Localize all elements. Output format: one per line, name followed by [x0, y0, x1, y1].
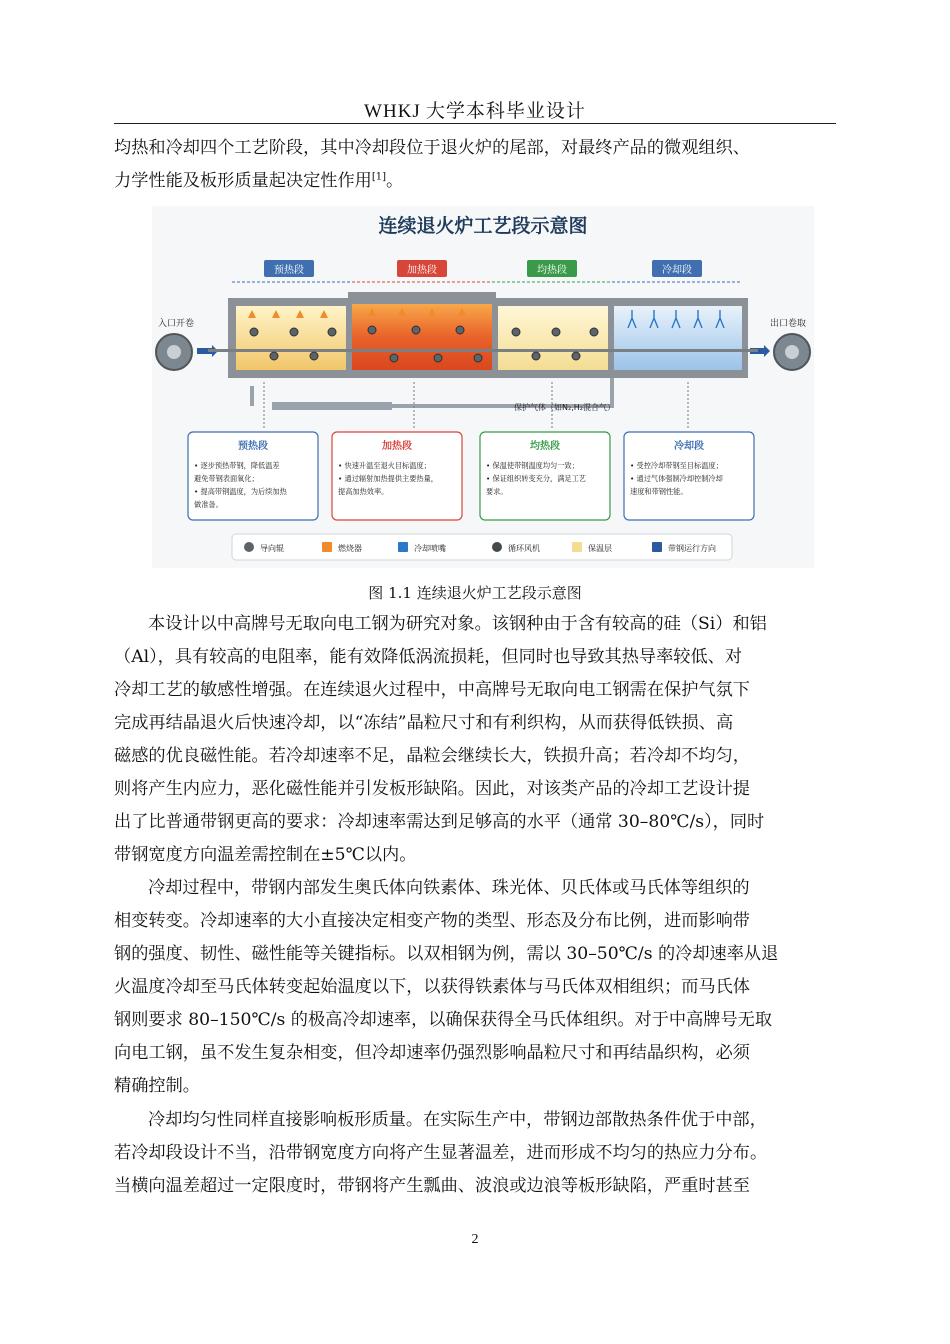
- description-bullet: 要求。: [486, 487, 508, 496]
- figure-caption: 图 1.1 连续退火炉工艺段示意图: [368, 584, 582, 602]
- exit-label: 出口卷取: [770, 319, 807, 329]
- cool-chamber: [614, 306, 742, 370]
- text-line: 力学性能及板形质量起决定性作用[1]。: [114, 171, 404, 191]
- description-box: [624, 432, 754, 520]
- legend-label: 冷却喷嘴: [414, 544, 446, 553]
- description-bullet: 避免带钢表面氧化；: [194, 474, 259, 483]
- description-box: [188, 432, 318, 520]
- paragraph-3: [114, 1104, 836, 1203]
- text-line: （Al），具有较高的电阻率，能有效降低涡流损耗，但同时也导致其热导率较低、对: [114, 647, 743, 667]
- description-bullet: 速度和带钢性能。: [630, 487, 688, 496]
- paragraph-2: [114, 872, 836, 1103]
- text-line: 精确控制。: [114, 1076, 200, 1096]
- legend-label: 带钢运行方向: [668, 544, 716, 553]
- text-line: 火温度冷却至马氏体转变起始温度以下，以获得铁素体与马氏体双相组织；而马氏体: [114, 977, 750, 997]
- text-line: 磁感的优良磁性能。若冷却速率不足，晶粒会继续长大，铁损升高；若冷却不均匀，: [114, 746, 750, 766]
- cooling-nozzle-icon: [398, 542, 408, 552]
- description-bullet: 做准备。: [194, 500, 223, 509]
- label-soak: 均热段: [537, 265, 567, 276]
- text-line: 钢的强度、韧性、磁性能等关键指标。以双相钢为例，需以 30–50℃/s 的冷却速率从退: [114, 944, 779, 964]
- description-box: [332, 432, 462, 520]
- label-preheat: 预热段: [274, 265, 304, 276]
- description-bullet: • 快速升温至退火目标温度；: [338, 461, 431, 470]
- figure-title: 连续退火炉工艺段示意图: [378, 215, 588, 237]
- text-line: 冷却均匀性同样直接影响板形质量。在实际生产中，带钢边部散热条件优于中部，: [148, 1110, 767, 1130]
- header-latin: WHKJ: [364, 101, 421, 122]
- guide-roller-icon: [244, 542, 254, 552]
- description-title: 预热段: [238, 441, 268, 452]
- text-line: 带钢宽度方向温差需控制在±5℃以内。: [114, 845, 417, 865]
- label-cool: 冷却段: [662, 265, 692, 276]
- description-bullet: • 受控冷却带钢至目标温度；: [630, 461, 723, 470]
- header-title: 大学本科毕业设计: [425, 100, 586, 122]
- text-line: 钢则要求 80–150℃/s 的极高冷却速率，以确保获得全马氏体组织。对于中高牌号无取: [114, 1010, 773, 1030]
- annealing-furnace-figure: [152, 206, 814, 568]
- label-heat: 加热段: [407, 265, 437, 276]
- legend-label: 循环风机: [508, 544, 540, 553]
- entry-label: 入口开卷: [158, 319, 195, 329]
- description-bullet: • 提高带钢温度，为后续加热: [194, 487, 287, 496]
- entry-coil-core: [167, 345, 181, 359]
- legend-label: 导向辊: [260, 544, 284, 553]
- description-bullet: • 逐步预热带钢，降低温差: [194, 461, 280, 470]
- description-bullet: 提高加热效率。: [338, 487, 389, 496]
- exit-coil-core: [785, 345, 799, 359]
- description-title: 均热段: [530, 441, 560, 452]
- intro-paragraph: [114, 132, 836, 198]
- citation[interactable]: [1]: [371, 171, 386, 183]
- circulation-fan-icon: [492, 542, 502, 552]
- text-line: 则将产生内应力，恶化磁性能并引发板形缺陷。因此，对该类产品的冷却工艺设计提: [114, 779, 750, 799]
- direction-arrow-icon: [652, 542, 662, 552]
- page-header: [114, 96, 836, 124]
- text-line: 均热和冷却四个工艺阶段，其中冷却段位于退火炉的尾部，对最终产品的微观组织、: [114, 138, 750, 158]
- furnace-diagram: [152, 206, 814, 568]
- text-line: 相变转变。冷却速率的大小直接决定相变产物的类型、形态及分布比例，进而影响带: [114, 911, 750, 931]
- text-line: 出了比普通带钢更高的要求：冷却速率需达到足够高的水平（通常 30–80℃/s），同时: [114, 812, 765, 832]
- text-line: 若冷却段设计不当，沿带钢宽度方向将产生显著温差，进而形成不均匀的热应力分布。: [114, 1143, 768, 1163]
- page-number: 2: [471, 1232, 479, 1247]
- text-line: 完成再结晶退火后快速冷却，以“冻结”晶粒尺寸和有利织构，从而获得低铁损、高: [114, 713, 734, 733]
- legend-label: 保温层: [588, 544, 612, 553]
- description-bullet: • 保证组织转变充分，满足工艺: [486, 474, 586, 483]
- soak-chamber: [498, 306, 608, 370]
- text-line: 本设计以中高牌号无取向电工钢为研究对象。该钢种由于含有较高的硅（Si）和铝: [148, 614, 767, 634]
- legend-label: 燃烧器: [338, 544, 362, 553]
- steel-strip: [208, 349, 758, 352]
- description-bullet: • 通过气体强制冷却控制冷却: [630, 474, 723, 483]
- description-title: 冷却段: [674, 441, 704, 452]
- paragraph-1: [114, 608, 836, 872]
- text-line: 冷却工艺的敏感性增强。在连续退火过程中，中高牌号无取向电工钢需在保护气氛下: [114, 680, 750, 700]
- text-line: 向电工钢，虽不发生复杂相变，但冷却速率仍强烈影响晶粒尺寸和再结晶织构，必须: [114, 1043, 750, 1063]
- text-line: 冷却过程中，带钢内部发生奥氏体向铁素体、珠光体、贝氏体或马氏体等组织的: [148, 878, 750, 898]
- gas-label: 保护气体（如N₂,H₂混合气）: [514, 403, 615, 412]
- description-title: 加热段: [382, 441, 412, 452]
- description-bullet: • 通过辐射加热提供主要热量，: [338, 474, 438, 483]
- burner-icon: [322, 542, 332, 552]
- description-box: [480, 432, 610, 520]
- description-bullet: • 保温使带钢温度均匀一致；: [486, 461, 579, 470]
- insulation-icon: [572, 542, 582, 552]
- text-line: 当横向温差超过一定限度时，带钢将产生瓢曲、波浪或边浪等板形缺陷，严重时甚至: [114, 1176, 750, 1196]
